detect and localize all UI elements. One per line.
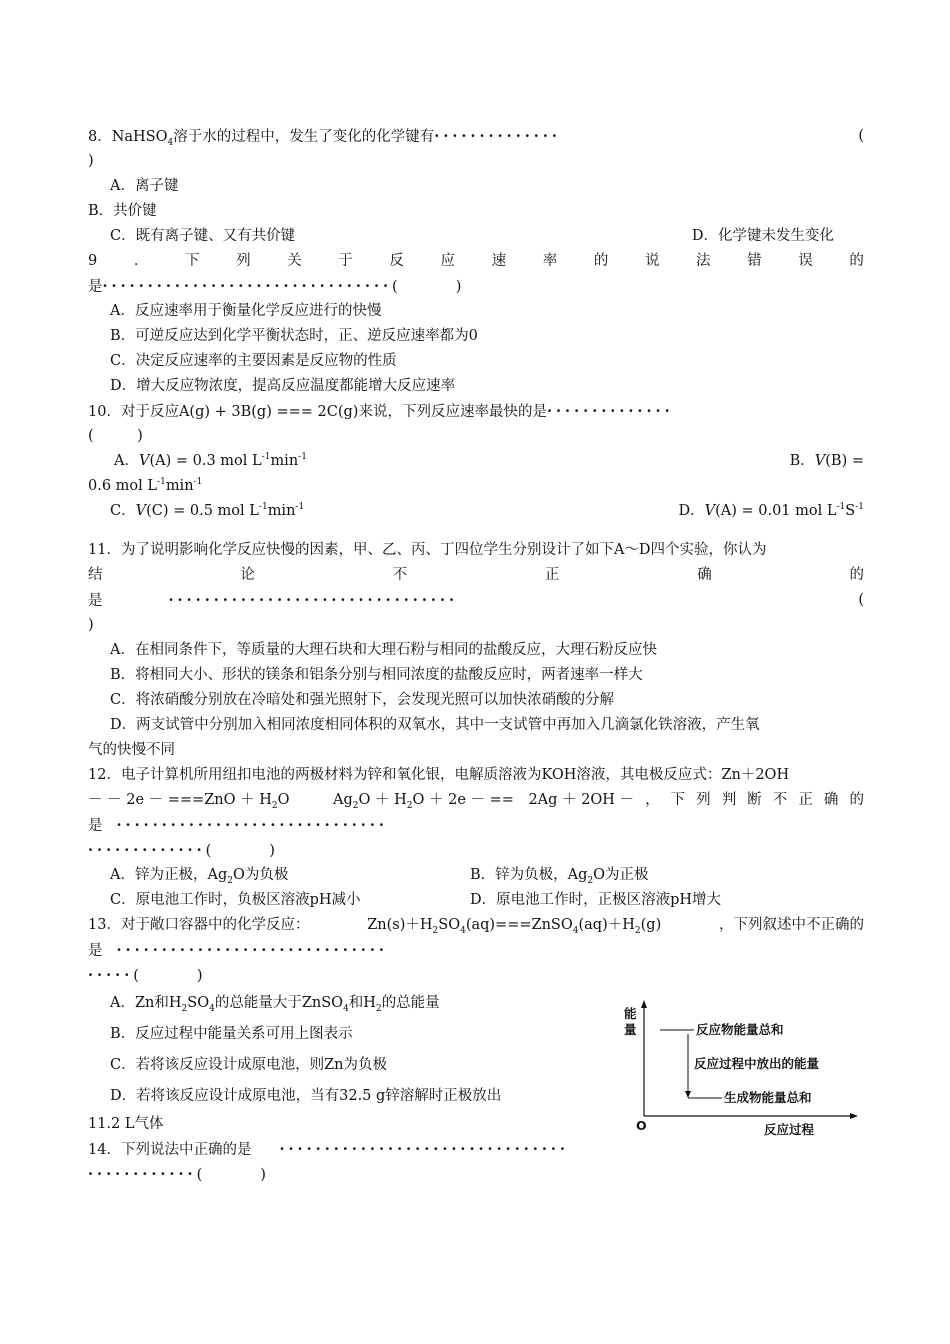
q12-dots-paren: ·············( )	[88, 842, 275, 859]
q11-stem-char: 的	[849, 567, 864, 583]
q8-options-cd	[88, 224, 864, 249]
q9-option-d: D．增大反应物浓度，提高反应温度都能增大反应速率	[110, 378, 456, 394]
x-axis-label: 反应过程	[764, 1122, 815, 1137]
q8-option-a: A．离子键	[110, 178, 179, 194]
q9-stem-char: 的	[849, 253, 864, 269]
q13-options	[88, 988, 608, 1112]
q11-stem-char: 论	[240, 567, 255, 583]
x-axis-arrow-icon	[850, 1113, 858, 1119]
q13-stem-end: 是 ······························	[88, 942, 388, 959]
q13-stem	[88, 913, 864, 938]
q12-stem-char: 下	[670, 792, 686, 808]
leader-dots: ······························	[116, 817, 388, 834]
q11-stem-char: 不	[392, 567, 408, 583]
q11-stem-char: 确	[697, 567, 712, 583]
q11-option-d-cont: 气的快慢不同	[88, 742, 175, 758]
leader-dots: ··············	[546, 403, 674, 420]
q8-stem: 8．NaHSO$_4$溶于水的过程中，发生了变化的化学键有·············· (	[88, 128, 864, 148]
q9-stem-end: 是································( )	[88, 278, 462, 295]
leader-dots: ·····	[88, 967, 134, 984]
q11-line2	[88, 563, 864, 588]
q14-dots-paren: ············( )	[88, 1166, 266, 1183]
q10-options-ab	[88, 449, 864, 474]
reactant-label: 反应物能量总和	[696, 1022, 784, 1037]
q13-stem-text: 13．对于敞口容器中的化学反应：	[88, 917, 310, 933]
q10-paren: ( )	[88, 428, 143, 444]
q12-stem-char: 列	[696, 792, 711, 808]
leader-dots: ······························	[116, 942, 388, 959]
leader-dots: ································	[279, 1141, 569, 1158]
q12-option-c: C．原电池工作时，负极区溶液pH减小	[110, 892, 361, 908]
q12-stem-char: ，	[645, 792, 660, 808]
q11-line1: 11．为了说明影响化学反应快慢的因素，甲、乙、丙、丁四位学生分别设计了如下A～D四个实验，你认为	[88, 542, 767, 558]
q11-option-a: A．在相同条件下，等质量的大理石块和大理石粉与相同的盐酸反应，大理石粉反应快	[110, 642, 657, 658]
q8-option-d: D．化学键未发生变化	[691, 228, 834, 244]
q11-stem-char: 结	[88, 567, 103, 583]
y-axis-arrow-icon	[641, 1000, 647, 1008]
q12-stem-char: 判	[721, 792, 737, 808]
q9-stem-char: 说	[644, 253, 660, 269]
q11-option-b: B．将相同大小、形状的镁条和铝条分别与相同浓度的盐酸反应时，两者速率一样大	[110, 667, 643, 683]
q13-option-a: A．Zn和$H_2SO_4$的总能量大于ZnSO$_4$和$H_2$的总能量	[110, 995, 440, 1014]
q12-option-a: A．锌为正极，$Ag_2O$为负极	[110, 867, 289, 886]
origin-label: O	[636, 1118, 647, 1133]
q10-option-b-cont: 0.6 mol $L^{-1}\min^{-1}$	[88, 477, 203, 494]
q11-stem-char: 正	[544, 567, 560, 583]
q9-option-c: C．决定反应速率的主要因素是反应物的性质	[110, 353, 397, 369]
q12-option-b: B．锌为负极，$Ag_2O$为正极	[470, 867, 649, 886]
product-label: 生成物能量总和	[724, 1090, 812, 1105]
q12-line2	[88, 788, 864, 813]
q9-option-a: A．反应速率用于衡量化学反应进行的快慢	[110, 303, 382, 319]
q12-stem-char: 正	[798, 792, 813, 808]
q9-stem-char: 速	[491, 253, 507, 269]
q13-dots-paren: ·····( )	[88, 967, 203, 984]
q10-option-a: A．V(A) = 0.3 mol $L^{-1}\min^{-1}$	[114, 452, 307, 469]
q14-stem: 14．下列说法中正确的是 ································	[88, 1141, 569, 1158]
released-label: 反应过程中放出的能量	[694, 1056, 820, 1071]
q8-option-b: B．共价键	[88, 203, 157, 219]
q12-line1: 12．电子计算机所用纽扣电池的两极材料为锌和氧化银，电解质溶液为KOH溶液，其电极反应式：Zn＋2OH	[88, 767, 790, 783]
leader-dots: ································	[168, 592, 459, 609]
q12-stem-end: 是 ······························	[88, 817, 388, 834]
q12-option-d: D．原电池工作时，正极区溶液pH增大	[470, 892, 722, 908]
q9-stem-char: 错	[747, 253, 762, 269]
q10-stem: 10．对于反应A(g) + 3B(g) === 2C(g)来说，下列反应速率最快的是··············	[88, 403, 674, 420]
q13-option-c: C．若将该反应设计成原电池，则Zn为负极	[110, 1057, 388, 1073]
y-label-1: 能	[624, 1006, 637, 1021]
q8-paren-close: )	[88, 153, 94, 169]
leader-dots: ··············	[434, 128, 561, 145]
q12-stem-char: 确	[823, 792, 839, 808]
q12-equation: － － $2e - ===ZnO + H_2O$ $Ag_2O + H_2O + 2e$ － == 2Ag ＋ 2OH －	[88, 792, 635, 811]
q11-option-c: C．将浓硝酸分别放在冷暗处和强光照射下，会发现光照可以加快浓硝酸的分解	[110, 692, 615, 708]
q12-stem-char: 断	[747, 792, 762, 808]
energy-diagram	[622, 998, 862, 1138]
q9-stem-char: 的	[593, 253, 609, 269]
q9-stem-char: 率	[542, 253, 558, 269]
q9-stem	[88, 249, 864, 274]
q9-stem-char: 于	[338, 253, 353, 269]
q11-paren-close: )	[88, 617, 94, 633]
q9-stem-char: 列	[236, 253, 251, 269]
q10-options-cd	[88, 499, 864, 524]
q13-equation: $Zn(s)+H_2SO_4(aq)===ZnSO_4(aq)+H_2(g)$	[367, 917, 662, 936]
q9-stem-char: 误	[798, 253, 813, 269]
q10-option-c: C．V(C) = 0.5 mol $L^{-1}\min^{-1}$	[110, 502, 305, 519]
leader-dots: ·············	[88, 842, 206, 859]
q9-stem-char: ．	[133, 253, 149, 269]
q13-option-b: B．反应过程中能量关系可用上图表示	[110, 1026, 353, 1042]
q9-option-b: B．可逆反应达到化学平衡状态时，正、逆反应速率都为0	[110, 328, 478, 344]
q11-stem-end: 是 ································ (	[88, 592, 864, 609]
q10-option-b: B．V(B) =	[789, 453, 864, 469]
q9-stem-char: 下	[184, 253, 200, 269]
q9-stem-char: 关	[287, 253, 302, 269]
q12-stem-char: 的	[849, 792, 864, 808]
q13-option-d: D．若将该反应设计成原电池，当有32.5 g锌溶解时正极放出	[110, 1088, 502, 1104]
leader-dots: ································	[102, 278, 393, 295]
q9-stem-char: 应	[440, 253, 455, 269]
q13-option-d-cont: 11.2 L气体	[88, 1116, 164, 1132]
q9-stem-char: 反	[389, 253, 404, 269]
q11-option-d: D．两支试管中分别加入相同浓度相同体积的双氧水，其中一支试管中再加入几滴氯化铁溶液，产生氧	[110, 717, 760, 733]
y-label-2: 量	[624, 1022, 637, 1037]
released-arrow-head-icon	[685, 1091, 691, 1098]
q9-stem-char: 9	[88, 253, 98, 269]
q12-options-cd	[88, 888, 864, 913]
q10-option-d: D．V(A) = 0.01 mol $L^{-1}S^{-1}$	[678, 502, 864, 519]
q12-options-ab	[88, 863, 864, 888]
q12-stem-char: 不	[772, 792, 788, 808]
q8-option-c: C．既有离子键、又有共价键	[110, 228, 296, 244]
q9-stem-char: 法	[696, 253, 711, 269]
leader-dots: ············	[88, 1166, 197, 1183]
q10-spacer	[88, 524, 864, 538]
q13-tail: ，下列叙述中不正确的	[718, 917, 864, 933]
